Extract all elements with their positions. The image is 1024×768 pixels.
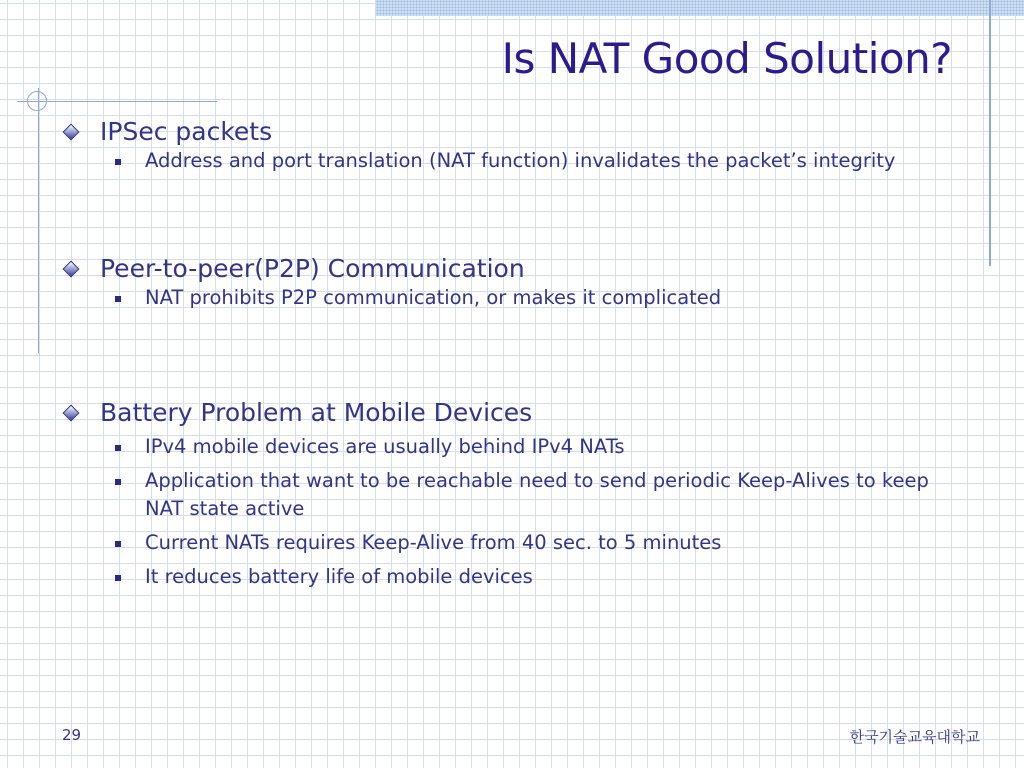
bullet-text: Current NATs requires Keep-Alive from 40 sec. to 5 minutes <box>145 531 722 554</box>
decorative-horizontal-line <box>17 101 217 102</box>
diamond-bullet-icon <box>63 124 80 141</box>
section-ipsec <box>62 117 972 175</box>
bullet-level2 <box>62 284 972 312</box>
square-bullet-icon <box>115 159 121 165</box>
decorative-circle-icon <box>27 91 47 111</box>
bullet-text: NAT prohibits P2P communication, or makes it complicated <box>145 286 722 309</box>
diamond-bullet-icon <box>63 261 80 278</box>
slide-title: Is NAT Good Solution? <box>501 34 952 83</box>
square-bullet-icon <box>115 479 121 485</box>
bullet-text: IPv4 mobile devices are usually behind IPv4 NATs <box>145 435 625 458</box>
section-p2p <box>62 254 972 312</box>
decorative-vertical-line-left <box>38 88 39 353</box>
page-number: 29 <box>62 726 82 744</box>
bullet-level1 <box>62 398 972 428</box>
bullet-level2 <box>62 147 972 175</box>
bullet-level2 <box>62 467 972 523</box>
bullet-level2 <box>62 529 972 557</box>
bullet-level2 <box>62 433 972 461</box>
sub-bullet-list <box>62 284 972 312</box>
bullet-heading: IPSec packets <box>100 117 273 146</box>
bullet-text: Application that want to be reachable need to send periodic Keep-Alives to keep NAT state active <box>145 469 929 520</box>
diamond-bullet-icon <box>63 405 80 422</box>
bullet-level1 <box>62 117 972 147</box>
bullet-level2 <box>62 563 972 591</box>
footer-organization: 한국기술교육대학교 <box>849 728 980 746</box>
bullet-heading: Peer-to-peer(P2P) Communication <box>100 254 525 283</box>
square-bullet-icon <box>115 575 121 581</box>
bullet-text: It reduces battery life of mobile devices <box>145 565 533 588</box>
bullet-level1 <box>62 254 972 284</box>
bullet-text: Address and port translation (NAT function) invalidates the packet’s integrity <box>145 149 896 172</box>
section-battery <box>62 398 972 591</box>
sub-bullet-list <box>62 147 972 175</box>
bullet-heading: Battery Problem at Mobile Devices <box>100 398 533 427</box>
sub-bullet-list <box>62 433 972 591</box>
square-bullet-icon <box>115 541 121 547</box>
square-bullet-icon <box>115 296 121 302</box>
decorative-vertical-line-right <box>989 0 991 266</box>
top-decorative-band <box>376 0 1024 16</box>
square-bullet-icon <box>115 445 121 451</box>
